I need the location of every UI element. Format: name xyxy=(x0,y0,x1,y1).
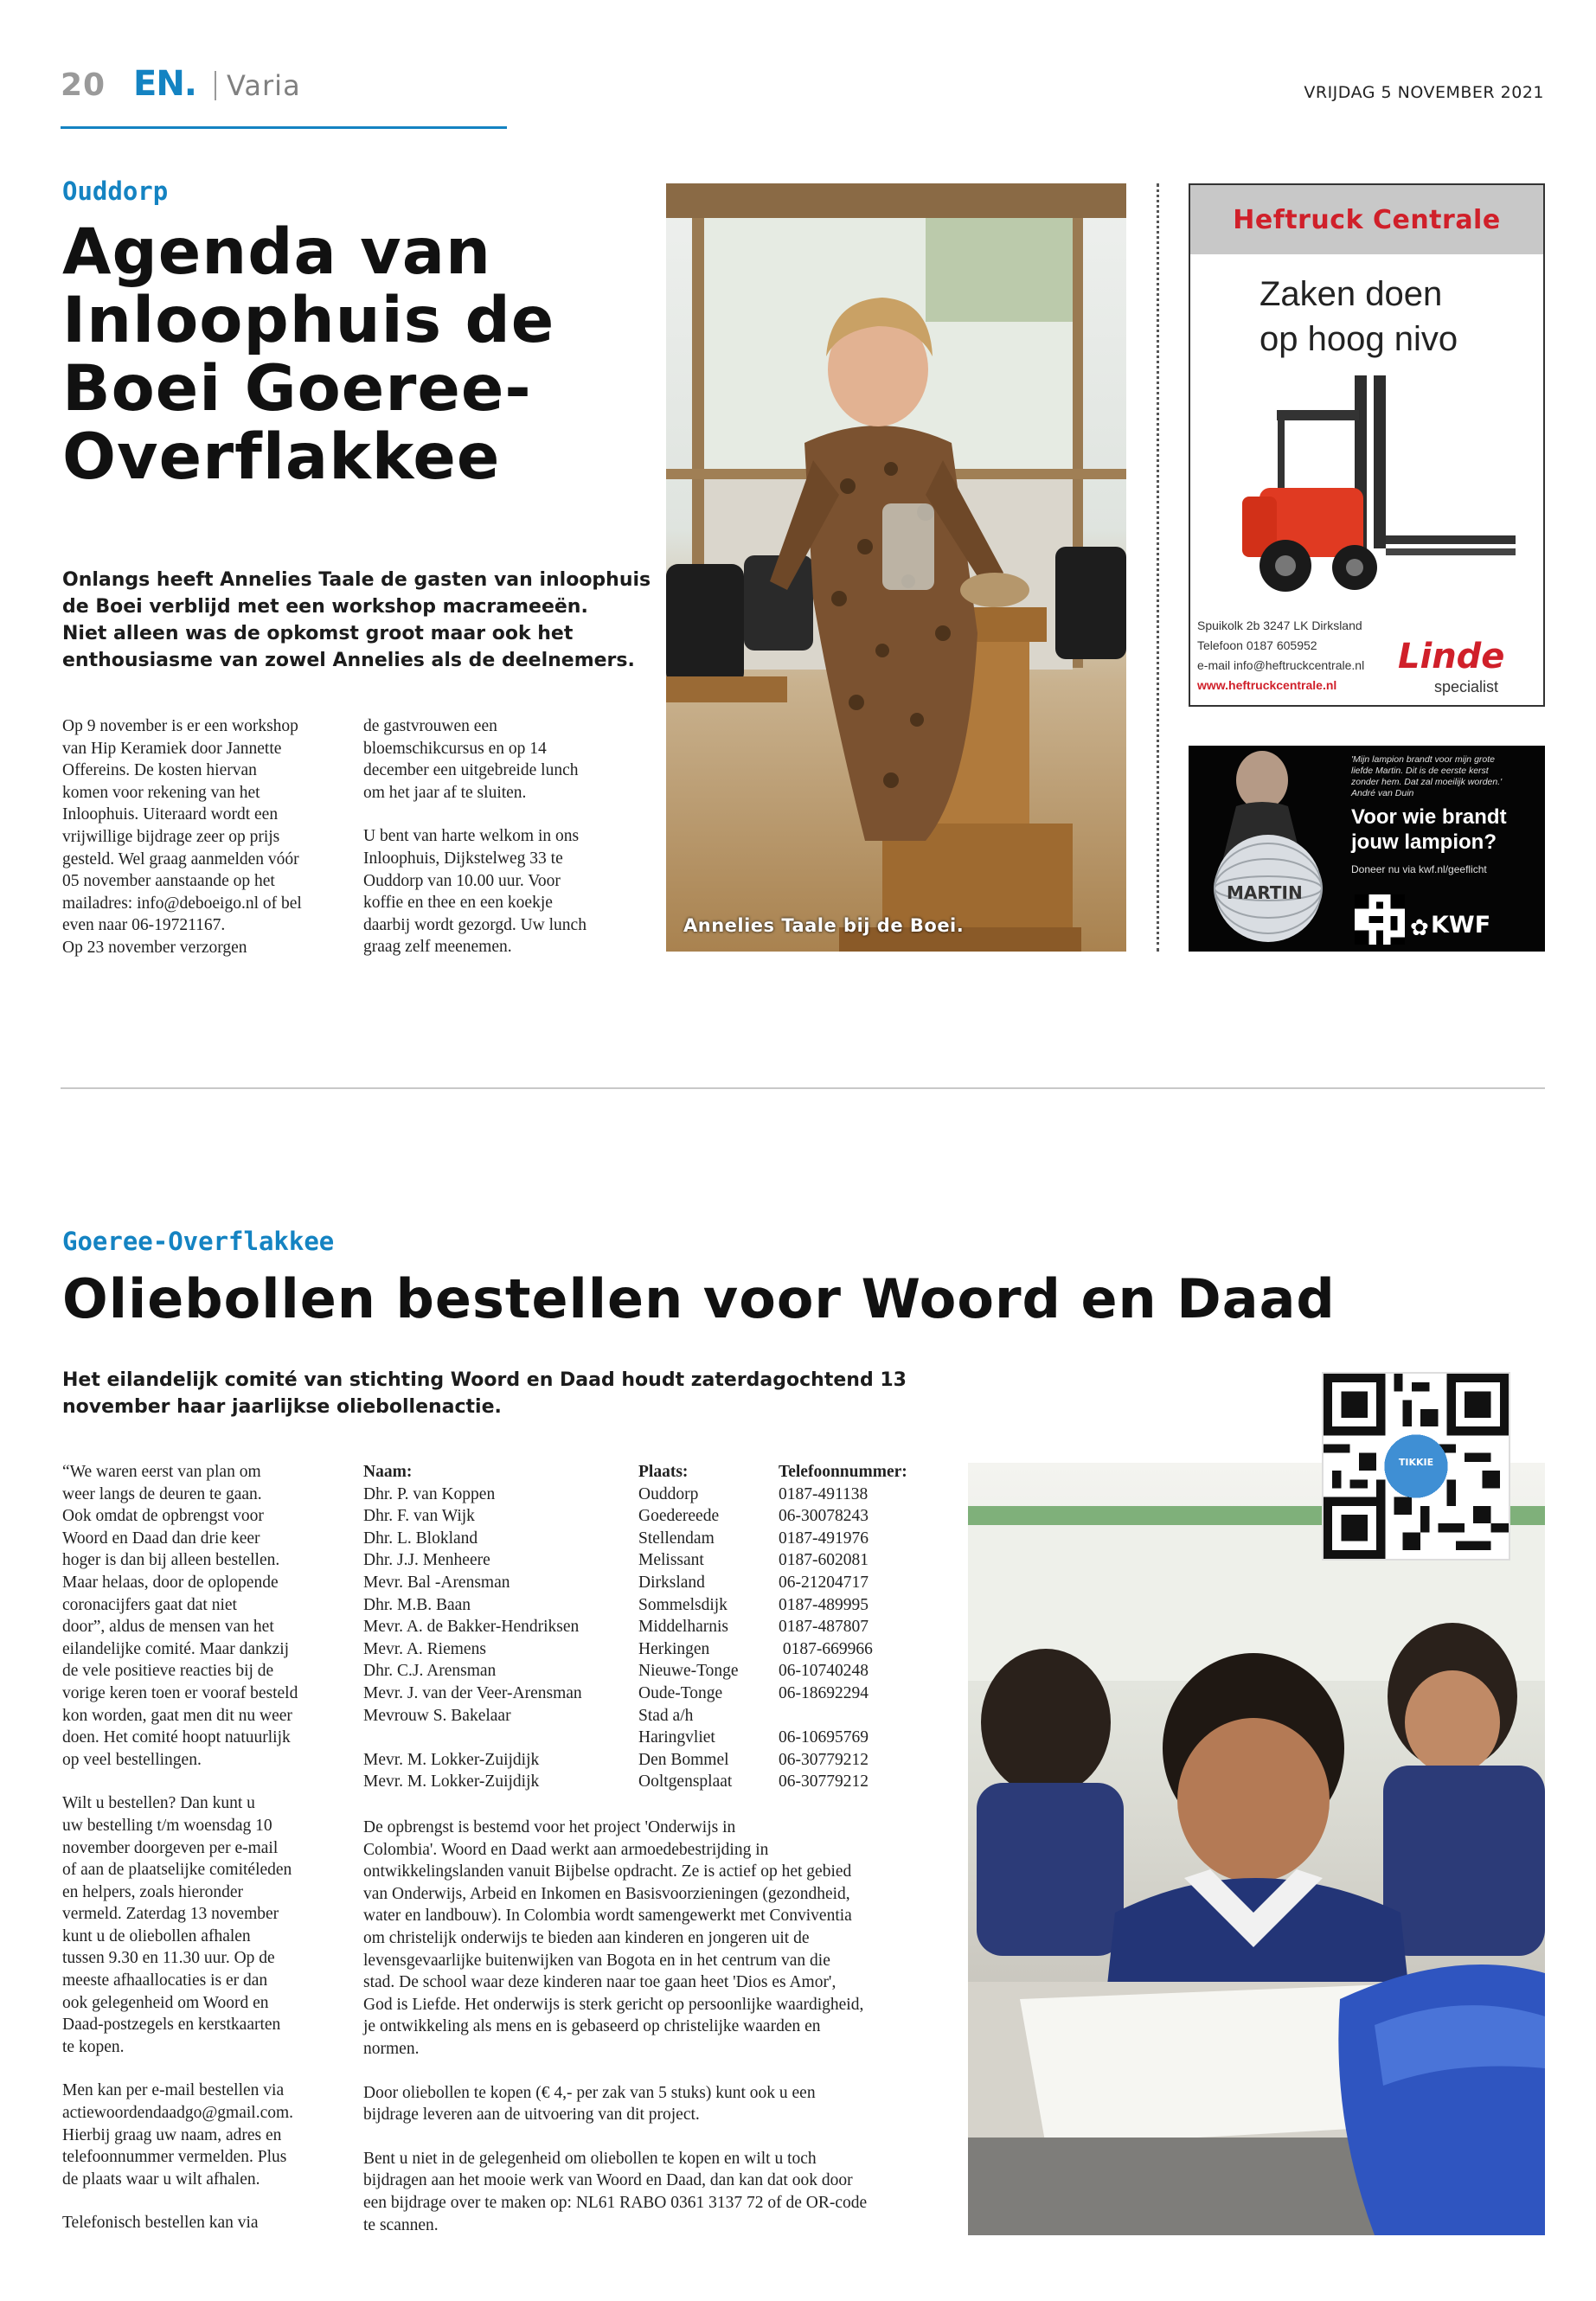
place-cell: Stad a/h xyxy=(638,1706,694,1725)
column-header: Plaats: xyxy=(638,1463,689,1481)
name-cell: Dhr. F. van Wijk xyxy=(363,1507,475,1526)
text-line: Daad-postzegels en kerstkaarten xyxy=(62,2016,281,2035)
text-line: van Onderwijs, Arbeid en Inkomen en Basisvoorzieningen (gezondheid, xyxy=(363,1884,850,1903)
name-cell: Mevr. A. Riemens xyxy=(363,1639,486,1658)
text-line: een bijdrage over te maken op: NL61 RABO 0361 3137 72 of de OR-code xyxy=(363,2193,868,2212)
name-cell: Dhr. C.J. Arensman xyxy=(363,1662,497,1681)
text-line: levensgevaarlijke buitenwijken van Bogota en in het centrum van die xyxy=(363,1951,830,1970)
name-cell: Mevr. A. de Bakker-Hendriksen xyxy=(363,1618,580,1637)
text-line: kon worden, gaat men dit nu weer xyxy=(62,1706,292,1725)
text-line: op veel bestellingen. xyxy=(62,1750,202,1769)
article1-title xyxy=(62,215,555,494)
text-line: Men kan per e-mail bestellen via xyxy=(62,2081,285,2100)
text-line: Telefonisch bestellen kan via xyxy=(62,2214,259,2233)
phone-cell: 0187-491138 xyxy=(779,1484,869,1503)
text-line: Bent u niet in de gelegenheid om oliebollen te kopen en wilt u toch xyxy=(363,2149,817,2168)
table-row xyxy=(363,1749,952,1772)
text-line: Door oliebollen te kopen (€ 4,- per zak van 5 stuks) kunt ook u een xyxy=(363,2083,816,2102)
text-line: eilandelijke comité. Maar dankzij xyxy=(62,1639,290,1658)
article2-column-1 xyxy=(62,1461,348,2256)
place-cell: Ouddorp xyxy=(638,1484,699,1503)
kwf-emblem-icon: ✿ xyxy=(1410,915,1429,940)
text-line: Op 9 november is er een workshop xyxy=(62,717,298,735)
text-line: mailadres: info@deboeigo.nl of bel xyxy=(62,894,302,913)
place-cell: Melissant xyxy=(638,1551,704,1570)
kwf-qr-code-icon[interactable] xyxy=(1355,894,1405,945)
text-line: bijdragen aan het mooie werk van Woord en Daad, dan kan dat ook door xyxy=(363,2171,853,2190)
place-cell: Goedereede xyxy=(638,1507,720,1526)
text-line: weer langs de deuren te gaan. xyxy=(62,1484,262,1503)
text-line: water en landbouw). In Colombia wordt samengewerkt met Conviventia xyxy=(363,1907,852,1926)
quote-line: 'Mijn lampion brandt voor mijn grote xyxy=(1351,754,1495,765)
photo-illustration xyxy=(666,183,1126,952)
article1-kicker: Ouddorp xyxy=(62,176,169,206)
header-rule xyxy=(61,126,507,129)
text-line: bloemschikcursus en op 14 xyxy=(363,739,547,758)
phone-cell: 06-21204717 xyxy=(779,1573,869,1592)
table-row xyxy=(363,1616,952,1638)
heftruck-website[interactable]: www.heftruckcentrale.nl xyxy=(1197,678,1337,692)
article2-photo xyxy=(968,1463,1545,2235)
table-row xyxy=(363,1528,952,1550)
name-cell: Dhr. M.B. Baan xyxy=(363,1595,471,1614)
text-line: te kopen. xyxy=(62,2037,125,2056)
heftruck-slogan xyxy=(1259,272,1458,362)
article1-photo-caption: Annelies Taale bij de Boei. xyxy=(683,915,965,936)
text-line: Colombia'. Woord en Daad werkt aan armoedebestrijding in xyxy=(363,1840,769,1859)
lead-line: Onlangs heeft Annelies Taale de gasten van inloophuis xyxy=(62,569,651,591)
text-line: Woord en Daad dan drie keer xyxy=(62,1529,260,1548)
kwf-quote xyxy=(1351,754,1537,799)
text-line: Offereins. De kosten hiervan xyxy=(62,761,257,780)
phone-cell: 06-30779212 xyxy=(779,1750,869,1769)
place-cell: Den Bommel xyxy=(638,1750,729,1769)
header-divider xyxy=(215,71,216,100)
headline-line: Voor wie brandt xyxy=(1351,805,1507,829)
text-line: De opbrengst is bestemd voor het project 'Onderwijs in xyxy=(363,1818,736,1836)
text-line: te scannen. xyxy=(363,2215,439,2234)
place-cell: Nieuwe-Tonge xyxy=(638,1662,739,1681)
headline-line: jouw lampion? xyxy=(1351,830,1497,854)
column-divider xyxy=(1157,183,1159,952)
text-line: “We waren eerst van plan om xyxy=(62,1463,261,1481)
text-line: tussen 9.30 en 11.30 uur. Op de xyxy=(62,1949,275,1968)
phone-cell: 0187-487807 xyxy=(779,1618,869,1637)
text-line: kunt u de oliebollen afhalen xyxy=(62,1926,251,1945)
title-line: Overflakkee xyxy=(62,420,501,494)
table-row xyxy=(363,1572,952,1594)
quote-line: zonder hem. Dat zal moeilijk worden.' xyxy=(1351,777,1503,787)
title-line: Agenda van xyxy=(62,215,491,289)
text-line: gesteld. Wel graag aanmelden vóór xyxy=(62,849,299,868)
text-line: Ouddorp van 10.00 uur. Voor xyxy=(363,871,561,890)
text-line: Op 23 november verzorgen xyxy=(62,938,247,957)
text-line: je ontwikkeling als mens en is gebaseerd op christelijke waarden en xyxy=(363,2017,821,2036)
heftruck-address: Spuikolk 2b 3247 LK Dirksland xyxy=(1197,619,1362,632)
table-row xyxy=(363,1505,952,1528)
heftruck-brand: Heftruck Centrale xyxy=(1190,185,1543,254)
name-cell: Dhr. L. Blokland xyxy=(363,1529,478,1548)
linde-logo: Linde xyxy=(1398,637,1505,676)
paragraph xyxy=(363,2082,952,2126)
phone-cell: 06-18692294 xyxy=(779,1683,869,1702)
text-line: telefoonnummer vermelden. Plus xyxy=(62,2148,287,2167)
text-line: doen. Het comité hoopt natuurlijk xyxy=(62,1728,291,1747)
paragraph xyxy=(62,2212,348,2234)
kwf-headline xyxy=(1351,804,1507,855)
text-line: actiewoordendaadgo@gmail.com. xyxy=(62,2104,294,2123)
heftruck-phone: Telefoon 0187 605952 xyxy=(1197,638,1317,652)
table-row xyxy=(363,1484,952,1506)
kwf-advertisement[interactable] xyxy=(1189,746,1545,952)
place-cell: Middelharnis xyxy=(638,1618,728,1637)
text-line: de vele positieve reacties bij de xyxy=(62,1662,274,1681)
phone-cell: 0187-491976 xyxy=(779,1529,869,1548)
lantern-name: MARTIN xyxy=(1227,882,1303,903)
text-line: Inloophuis. Uiteraard wordt een xyxy=(62,805,279,824)
heftruck-contact xyxy=(1197,616,1364,695)
tikkie-label: TIKKIE xyxy=(1398,1457,1434,1468)
place-cell: Herkingen xyxy=(638,1639,710,1658)
lead-line: enthousiasme van zowel Annelies als de deelnemers. xyxy=(62,650,635,671)
text-line: door”, aldus de mensen van het xyxy=(62,1618,274,1637)
page-number: 20 xyxy=(61,67,106,103)
paragraph xyxy=(62,1461,348,1771)
text-line: graag zelf meenemen. xyxy=(363,938,512,957)
text-line: koffie en thee en een koekje xyxy=(363,894,553,913)
quote-line: liefde Martin. Dit is de eerste kerst xyxy=(1351,766,1489,776)
table-row xyxy=(363,1549,952,1572)
heftruck-advertisement[interactable] xyxy=(1189,183,1545,707)
title-line: Inloophuis de xyxy=(62,284,555,357)
heftruck-email[interactable]: e-mail info@heftruckcentrale.nl xyxy=(1197,658,1365,672)
lead-line: de Boei verblijd met een workshop macrameeën. xyxy=(62,596,588,618)
name-cell xyxy=(363,1727,638,1749)
photo-illustration xyxy=(968,1463,1545,2235)
column-header: Telefoonnummer: xyxy=(779,1463,907,1481)
article1-lead xyxy=(62,567,651,674)
article1-column-2 xyxy=(363,715,649,958)
phone-cell: 06-30078243 xyxy=(779,1507,869,1526)
article2-column-2 xyxy=(363,1817,952,2258)
text-line: vermeld. Zaterdag 13 november xyxy=(62,1905,279,1924)
contacts-table xyxy=(363,1461,952,1793)
phone-cell: 0187-669966 xyxy=(779,1639,873,1658)
text-line: bijdrage leveren aan de uitvoering van dit project. xyxy=(363,2106,700,2125)
name-cell: Mevrouw S. Bakelaar xyxy=(363,1706,511,1725)
text-line: 05 november aanstaande op het xyxy=(62,872,275,891)
text-line: de plaats waar u wilt afhalen. xyxy=(62,2170,260,2189)
quote-line: André van Duin xyxy=(1351,788,1414,798)
text-line: God is Liefde. Het onderwijs is sterk gericht op persoonlijke waardigheid, xyxy=(363,1995,864,2014)
text-line: hoger is dan bij alleen bestellen. xyxy=(62,1551,280,1570)
name-cell: Mevr. Bal -Arensman xyxy=(363,1573,510,1592)
phone-cell: 06-30779212 xyxy=(779,1772,869,1791)
place-cell: Haringvliet xyxy=(638,1728,715,1747)
paragraph xyxy=(62,1792,348,2058)
forklift-icon xyxy=(1225,367,1519,600)
text-line: normen. xyxy=(363,2039,420,2058)
text-line: meeste afhaallocaties is er dan xyxy=(62,1971,268,1990)
paragraph xyxy=(363,1817,952,2061)
text-line: stad. De school waar deze kinderen naar toe gaan heet 'Dios es Amor', xyxy=(363,1973,836,1992)
article2-title: Oliebollen bestellen voor Woord en Daad xyxy=(62,1267,1336,1330)
kwf-logo: KWF xyxy=(1431,912,1491,939)
place-cell: Ooltgensplaat xyxy=(638,1772,733,1791)
text-line: vorige keren toen er vooraf besteld xyxy=(62,1683,298,1702)
text-line: de gastvrouwen een xyxy=(363,717,497,735)
text-line: uw bestelling t/m woensdag 10 xyxy=(62,1816,272,1835)
linde-specialist: specialist xyxy=(1434,678,1499,695)
issue-date: VRIJDAG 5 NOVEMBER 2021 xyxy=(1304,83,1544,102)
text-line: Hierbij graag uw naam, adres en xyxy=(62,2125,282,2144)
text-line: Wilt u bestellen? Dan kunt u xyxy=(62,1794,255,1813)
paragraph xyxy=(363,2148,952,2236)
phone-cell: 06-10695769 xyxy=(779,1728,869,1747)
text-line: vrijwillige bijdrage zeer op prijs xyxy=(62,827,280,846)
place-cell: Oude-Tonge xyxy=(638,1683,723,1702)
table-row xyxy=(363,1705,952,1727)
place-cell: Dirksland xyxy=(638,1573,705,1592)
text-line: van Hip Keramiek door Jannette xyxy=(62,739,282,758)
text-line: en helpers, zoals hieronder xyxy=(62,1882,243,1901)
slogan-line: op hoog nivo xyxy=(1259,320,1458,358)
table-row xyxy=(363,1771,952,1793)
lead-line: Het eilandelijk comité van stichting Woord en Daad houdt zaterdagochtend 13 xyxy=(62,1369,907,1391)
text-line: daarbij wordt gezorgd. Uw lunch xyxy=(363,915,586,934)
text-line: coronacijfers gaat dat niet xyxy=(62,1595,237,1614)
article2-lead xyxy=(62,1367,907,1420)
text-line: ook gelegenheid om Woord en xyxy=(62,1993,269,2012)
phone-cell: 0187-489995 xyxy=(779,1595,869,1614)
table-row xyxy=(363,1682,952,1705)
name-cell: Mevr. M. Lokker-Zuijdijk xyxy=(363,1750,540,1769)
table-row xyxy=(363,1727,952,1749)
article1-photo xyxy=(666,183,1126,952)
text-line: december een uitgebreide lunch xyxy=(363,761,579,780)
text-line: november doorgeven per e-mail xyxy=(62,1838,279,1857)
name-cell: Mevr. M. Lokker-Zuijdijk xyxy=(363,1772,540,1791)
newspaper-logo[interactable]: EN. xyxy=(133,64,196,104)
column-header: Naam: xyxy=(363,1463,413,1481)
text-line: Ook omdat de opbrengst voor xyxy=(62,1507,264,1526)
name-cell: Mevr. J. van der Veer-Arensman xyxy=(363,1683,582,1702)
text-line: ontwikkelingslanden vanuit Bijbelse opdracht. Ze is actief op het gebied xyxy=(363,1862,852,1881)
lead-line: Niet alleen was de opkomst groot maar ook het xyxy=(62,623,574,644)
text-line: Inloophuis, Dijkstelweg 33 te xyxy=(363,849,563,868)
text-line: of aan de plaatselijke comitéleden xyxy=(62,1861,292,1880)
section-name: Varia xyxy=(227,69,301,102)
phone-cell xyxy=(779,1705,952,1727)
place-cell: Stellendam xyxy=(638,1529,715,1548)
slogan-line: Zaken doen xyxy=(1259,275,1443,313)
kwf-donate-link[interactable]: Doneer nu via kwf.nl/geeflicht xyxy=(1351,863,1487,875)
article2-kicker: Goeree-Overflakkee xyxy=(62,1227,335,1256)
text-line: even naar 06-19721167. xyxy=(62,916,226,935)
title-line: Boei Goeree- xyxy=(62,352,532,426)
text-line: komen voor rekening van het xyxy=(62,783,260,802)
donation-qr-code[interactable] xyxy=(1322,1372,1510,1561)
text-line: om christelijk onderwijs te bieden aan kinderen en jongeren uit de xyxy=(363,1928,810,1947)
paragraph xyxy=(62,2080,348,2190)
name-cell: Dhr. J.J. Menheere xyxy=(363,1551,490,1570)
phone-cell: 06-10740248 xyxy=(779,1662,869,1681)
table-row xyxy=(363,1594,952,1617)
section-divider xyxy=(61,1087,1545,1089)
text-line: U bent van harte welkom in ons xyxy=(363,827,580,846)
table-row xyxy=(363,1660,952,1682)
phone-cell: 0187-602081 xyxy=(779,1551,869,1570)
lead-line: november haar jaarlijkse oliebollenactie. xyxy=(62,1396,502,1418)
text-line: om het jaar af te sluiten. xyxy=(363,783,527,802)
lantern-portrait xyxy=(1189,746,1353,952)
name-cell: Dhr. P. van Koppen xyxy=(363,1484,496,1503)
article1-column-1 xyxy=(62,715,348,959)
table-header-row xyxy=(363,1461,952,1484)
table-row xyxy=(363,1638,952,1661)
place-cell: Sommelsdijk xyxy=(638,1595,727,1614)
text-line: Maar helaas, door de oplopende xyxy=(62,1573,279,1592)
